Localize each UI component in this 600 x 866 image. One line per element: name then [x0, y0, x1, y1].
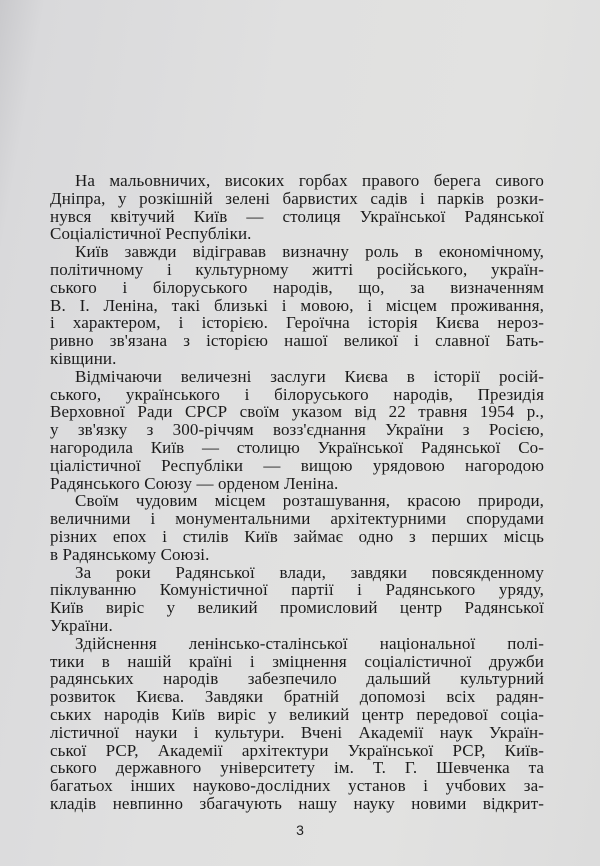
text-line: різних епох і стилів Київ займає одно з перших місць — [50, 526, 544, 546]
text-line: На мальовничих, високих горбах правого берега сивого — [75, 171, 544, 190]
text-line: у зв'язку з 300-річчям возз'єднання України з Росією, — [50, 420, 544, 440]
page-number: 3 — [296, 822, 304, 838]
body-text — [50, 172, 544, 813]
paragraph-3 — [50, 368, 544, 493]
paragraph-5 — [50, 564, 544, 635]
text-line: Відмічаючи величезні заслуги Києва в історії росій- — [75, 366, 544, 386]
text-line: Київ завжди відігравав визначну роль в економічному, — [75, 242, 544, 262]
text-line: в Радянському Союзі. — [50, 544, 210, 564]
text-line: України. — [50, 615, 113, 635]
text-line: В. І. Леніна, такі близькі і мовою, і місцем проживання, — [50, 295, 544, 315]
text-line: і характером, і історією. Героїчна історія Києва нероз- — [50, 313, 544, 333]
text-line: ської РСР, Академії архітектури Української РСР, Київ- — [50, 740, 544, 760]
text-line: Соціалістичної Республіки. — [50, 224, 252, 244]
text-line: нувся квітучий Київ — столиця Української Радянської — [50, 206, 544, 226]
text-line: ського, українського і білоруського народів, Президія — [50, 384, 544, 404]
text-line: розвиток Києва. Завдяки братній допомозі всіх радян- — [50, 687, 544, 707]
text-line: багатьох інших науково-дослідних установ і учбових за- — [50, 776, 544, 796]
text-line: Своїм чудовим місцем розташування, красою природи, — [75, 491, 544, 511]
paragraph-1 — [50, 172, 544, 243]
text-line: ського і білоруського народів, що, за визначенням — [50, 277, 544, 297]
text-line: радянських народів забезпечило дальший культурний — [50, 669, 544, 689]
text-line: ціалістичної Республіки — вищою урядовою нагородою — [50, 455, 544, 475]
text-line: ривно зв'язана з історією нашої великої і славної Бать- — [50, 331, 544, 351]
text-line: лістичної науки і культури. Вчені Академії наук Україн- — [50, 722, 544, 742]
text-line: ківщини. — [50, 348, 117, 368]
text-line: кладів невпинно збагачують нашу науку новими відкрит- — [50, 793, 544, 813]
text-line: Радянського Союзу — орденом Леніна. — [50, 473, 339, 493]
text-line: тики в нашій країні і зміцнення соціалістичної дружби — [50, 651, 544, 671]
text-line: Здійснення ленінсько-сталінської національної полі- — [75, 633, 544, 653]
text-line: ських народів Київ виріс у великий центр передової соціа- — [50, 704, 544, 724]
text-line: величними і монументальними архітектурними спорудами — [50, 509, 544, 529]
text-line: За роки Радянської влади, завдяки повсякденному — [75, 562, 544, 582]
paragraph-2 — [50, 243, 544, 368]
text-line: Дніпра, у розкішній зелені барвистих садів і парків розки- — [50, 188, 544, 208]
text-line: нагородила Київ — столицю Української Радянської Со- — [50, 437, 544, 457]
text-line: Київ виріс у великий промисловий центр Радянської — [50, 598, 544, 618]
paragraph-6 — [50, 635, 544, 813]
text-line: політичному і культурному житті російського, україн- — [50, 259, 544, 279]
paragraph-4 — [50, 492, 544, 563]
text-line: піклуванню Комуністичної партії і Радянського уряду, — [50, 580, 544, 600]
text-line: ського державного університету ім. Т. Г. Шевченка та — [50, 758, 544, 778]
text-line: Верховної Ради СРСР своїм указом від 22 травня 1954 р., — [50, 402, 544, 422]
